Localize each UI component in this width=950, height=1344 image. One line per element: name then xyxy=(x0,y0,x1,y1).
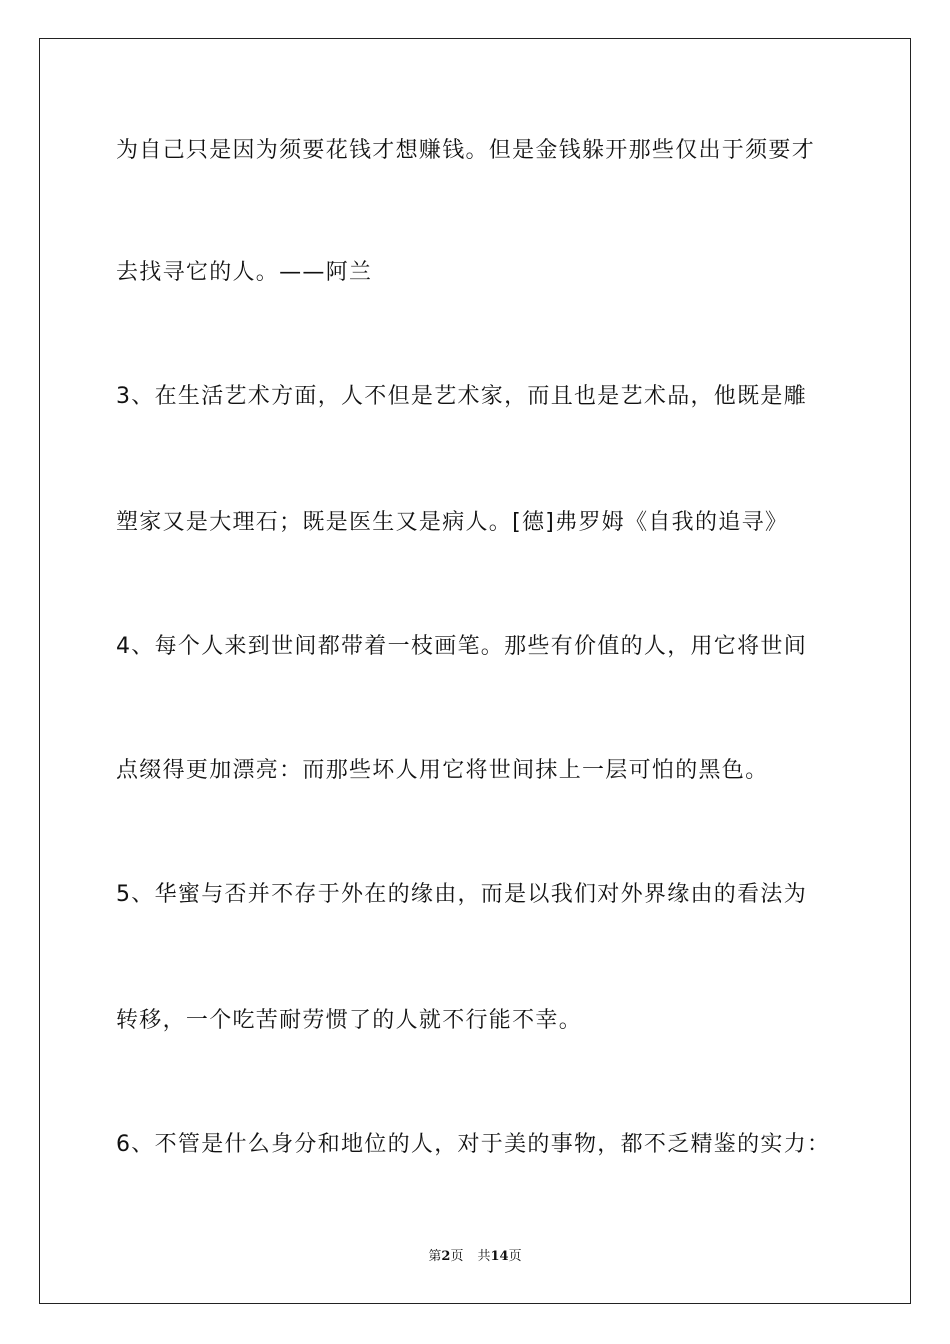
text-line-4: 塑家又是大理石；既是医生又是病人。[德]弗罗姆《自我的追寻》 xyxy=(116,510,789,535)
text-line-1: 为自己只是因为须要花钱才想赚钱。但是金钱躲开那些仅出于须要才 xyxy=(116,138,816,163)
page-number: 2 xyxy=(441,1249,451,1264)
page-footer xyxy=(0,1248,950,1266)
total-suffix: 页 xyxy=(508,1249,522,1264)
text-line-3: 3、在生活艺术方面，人不但是艺术家，而且也是艺术品，他既是雕 xyxy=(116,384,807,409)
page-prefix: 第 xyxy=(428,1249,442,1264)
text-line-5: 4、每个人来到世间都带着一枝画笔。那些有价值的人，用它将世间 xyxy=(116,634,807,659)
total-prefix: 共 xyxy=(477,1249,491,1264)
text-line-6: 点缀得更加漂亮：而那些坏人用它将世间抹上一层可怕的黑色。 xyxy=(116,758,769,783)
page-border xyxy=(39,38,911,1304)
text-line-8: 转移，一个吃苦耐劳惯了的人就不行能不幸。 xyxy=(116,1008,583,1033)
text-line-9: 6、不管是什么身分和地位的人，对于美的事物，都不乏精鉴的实力： xyxy=(116,1132,831,1157)
total-pages: 14 xyxy=(490,1249,509,1264)
text-line-7: 5、华蜜与否并不存于外在的缘由，而是以我们对外界缘由的看法为 xyxy=(116,882,807,907)
text-line-2: 去找寻它的人。——阿兰 xyxy=(116,260,373,285)
page-suffix: 页 xyxy=(450,1249,464,1264)
